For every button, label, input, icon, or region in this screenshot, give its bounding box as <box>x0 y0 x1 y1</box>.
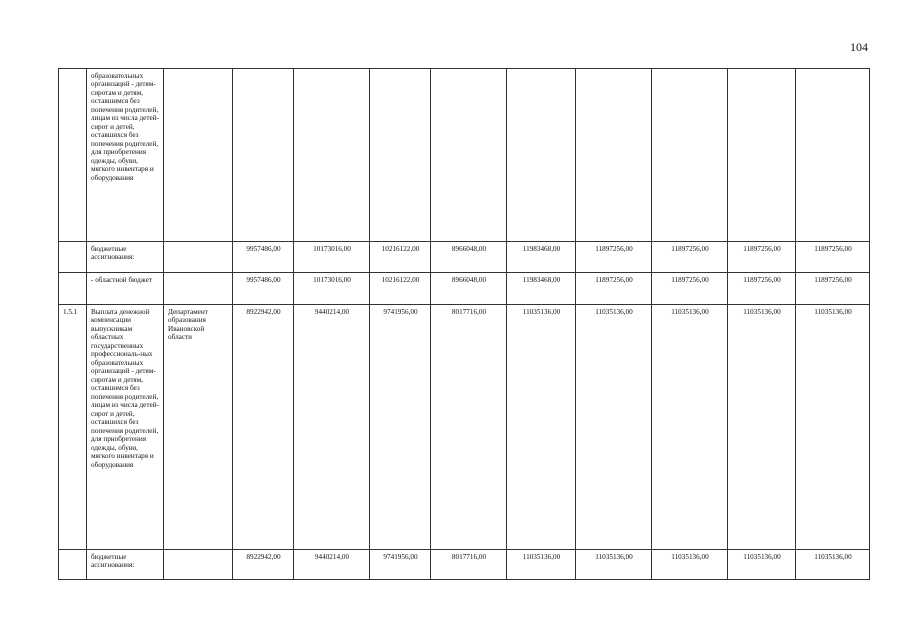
value-cell <box>294 69 370 242</box>
value-cell: 10216122,00 <box>370 242 431 273</box>
value-cell: 11035136,00 <box>728 305 796 550</box>
row-name: - областной бюджет <box>87 273 164 305</box>
value-cell: 11035136,00 <box>652 305 728 550</box>
value-cell: 11897256,00 <box>796 273 870 305</box>
row-executor: Департамент образования Ивановской области <box>164 305 233 550</box>
page-number: 104 <box>850 40 868 54</box>
table-row <box>59 273 870 305</box>
value-cell: 11035136,00 <box>652 550 728 580</box>
value-cell: 11983468,00 <box>507 273 576 305</box>
row-code: 1.5.1 <box>59 305 87 550</box>
value-cell: 11897256,00 <box>728 273 796 305</box>
value-cell: 11035136,00 <box>576 305 652 550</box>
row-name: Выплата денежной компенсации выпускникам областных государственных профессиональ-ных образовательных организаций - детям-сиротам и детям, оставшимся без попечения родителей, лицам из числа детей-сирот и детей, оставшихся без попечения родителей, для приобретения одежды, обуви, мягкого инвентаря и оборудования <box>87 305 164 550</box>
value-cell <box>431 69 507 242</box>
table-row <box>59 69 870 242</box>
value-cell <box>370 69 431 242</box>
table-row <box>59 550 870 580</box>
value-cell: 11897256,00 <box>796 242 870 273</box>
row-executor <box>164 242 233 273</box>
row-name: бюджетные ассигнования: <box>87 242 164 273</box>
row-executor <box>164 273 233 305</box>
value-cell: 9957486,00 <box>233 273 294 305</box>
row-code <box>59 273 87 305</box>
budget-table <box>58 68 870 580</box>
value-cell: 8922942,00 <box>233 550 294 580</box>
value-cell: 10173016,00 <box>294 273 370 305</box>
value-cell: 9440214,00 <box>294 550 370 580</box>
value-cell: 11897256,00 <box>728 242 796 273</box>
value-cell <box>652 69 728 242</box>
value-cell: 8017716,00 <box>431 550 507 580</box>
table-row <box>59 305 870 550</box>
value-cell: 11035136,00 <box>507 550 576 580</box>
row-code <box>59 69 87 242</box>
value-cell: 10216122,00 <box>370 273 431 305</box>
value-cell: 11035136,00 <box>507 305 576 550</box>
value-cell: 8966048,00 <box>431 242 507 273</box>
budget-table-body <box>59 69 870 580</box>
value-cell: 11897256,00 <box>576 273 652 305</box>
value-cell: 9957486,00 <box>233 242 294 273</box>
value-cell <box>728 69 796 242</box>
value-cell: 9741956,00 <box>370 550 431 580</box>
value-cell: 11897256,00 <box>652 273 728 305</box>
value-cell: 8966048,00 <box>431 273 507 305</box>
value-cell: 8922942,00 <box>233 305 294 550</box>
value-cell: 11035136,00 <box>796 550 870 580</box>
value-cell <box>576 69 652 242</box>
value-cell: 9440214,00 <box>294 305 370 550</box>
value-cell: 9741956,00 <box>370 305 431 550</box>
row-code <box>59 550 87 580</box>
row-code <box>59 242 87 273</box>
row-name: бюджетные ассигнования: <box>87 550 164 580</box>
row-name: образовательных организаций - детям-сиротам и детям, оставшимся без попечения родителей, лицам из числа детей-сирот и детей, оставшихся без попечения родителей, для приобретения одежды, обуви, мягкого инвентаря и оборудования <box>87 69 164 242</box>
value-cell <box>233 69 294 242</box>
row-executor <box>164 550 233 580</box>
value-cell <box>507 69 576 242</box>
value-cell: 8017716,00 <box>431 305 507 550</box>
value-cell: 11897256,00 <box>652 242 728 273</box>
value-cell: 11035136,00 <box>796 305 870 550</box>
value-cell <box>796 69 870 242</box>
table-row <box>59 242 870 273</box>
value-cell: 11035136,00 <box>728 550 796 580</box>
value-cell: 10173016,00 <box>294 242 370 273</box>
value-cell: 11897256,00 <box>576 242 652 273</box>
row-executor <box>164 69 233 242</box>
value-cell: 11035136,00 <box>576 550 652 580</box>
value-cell: 11983468,00 <box>507 242 576 273</box>
